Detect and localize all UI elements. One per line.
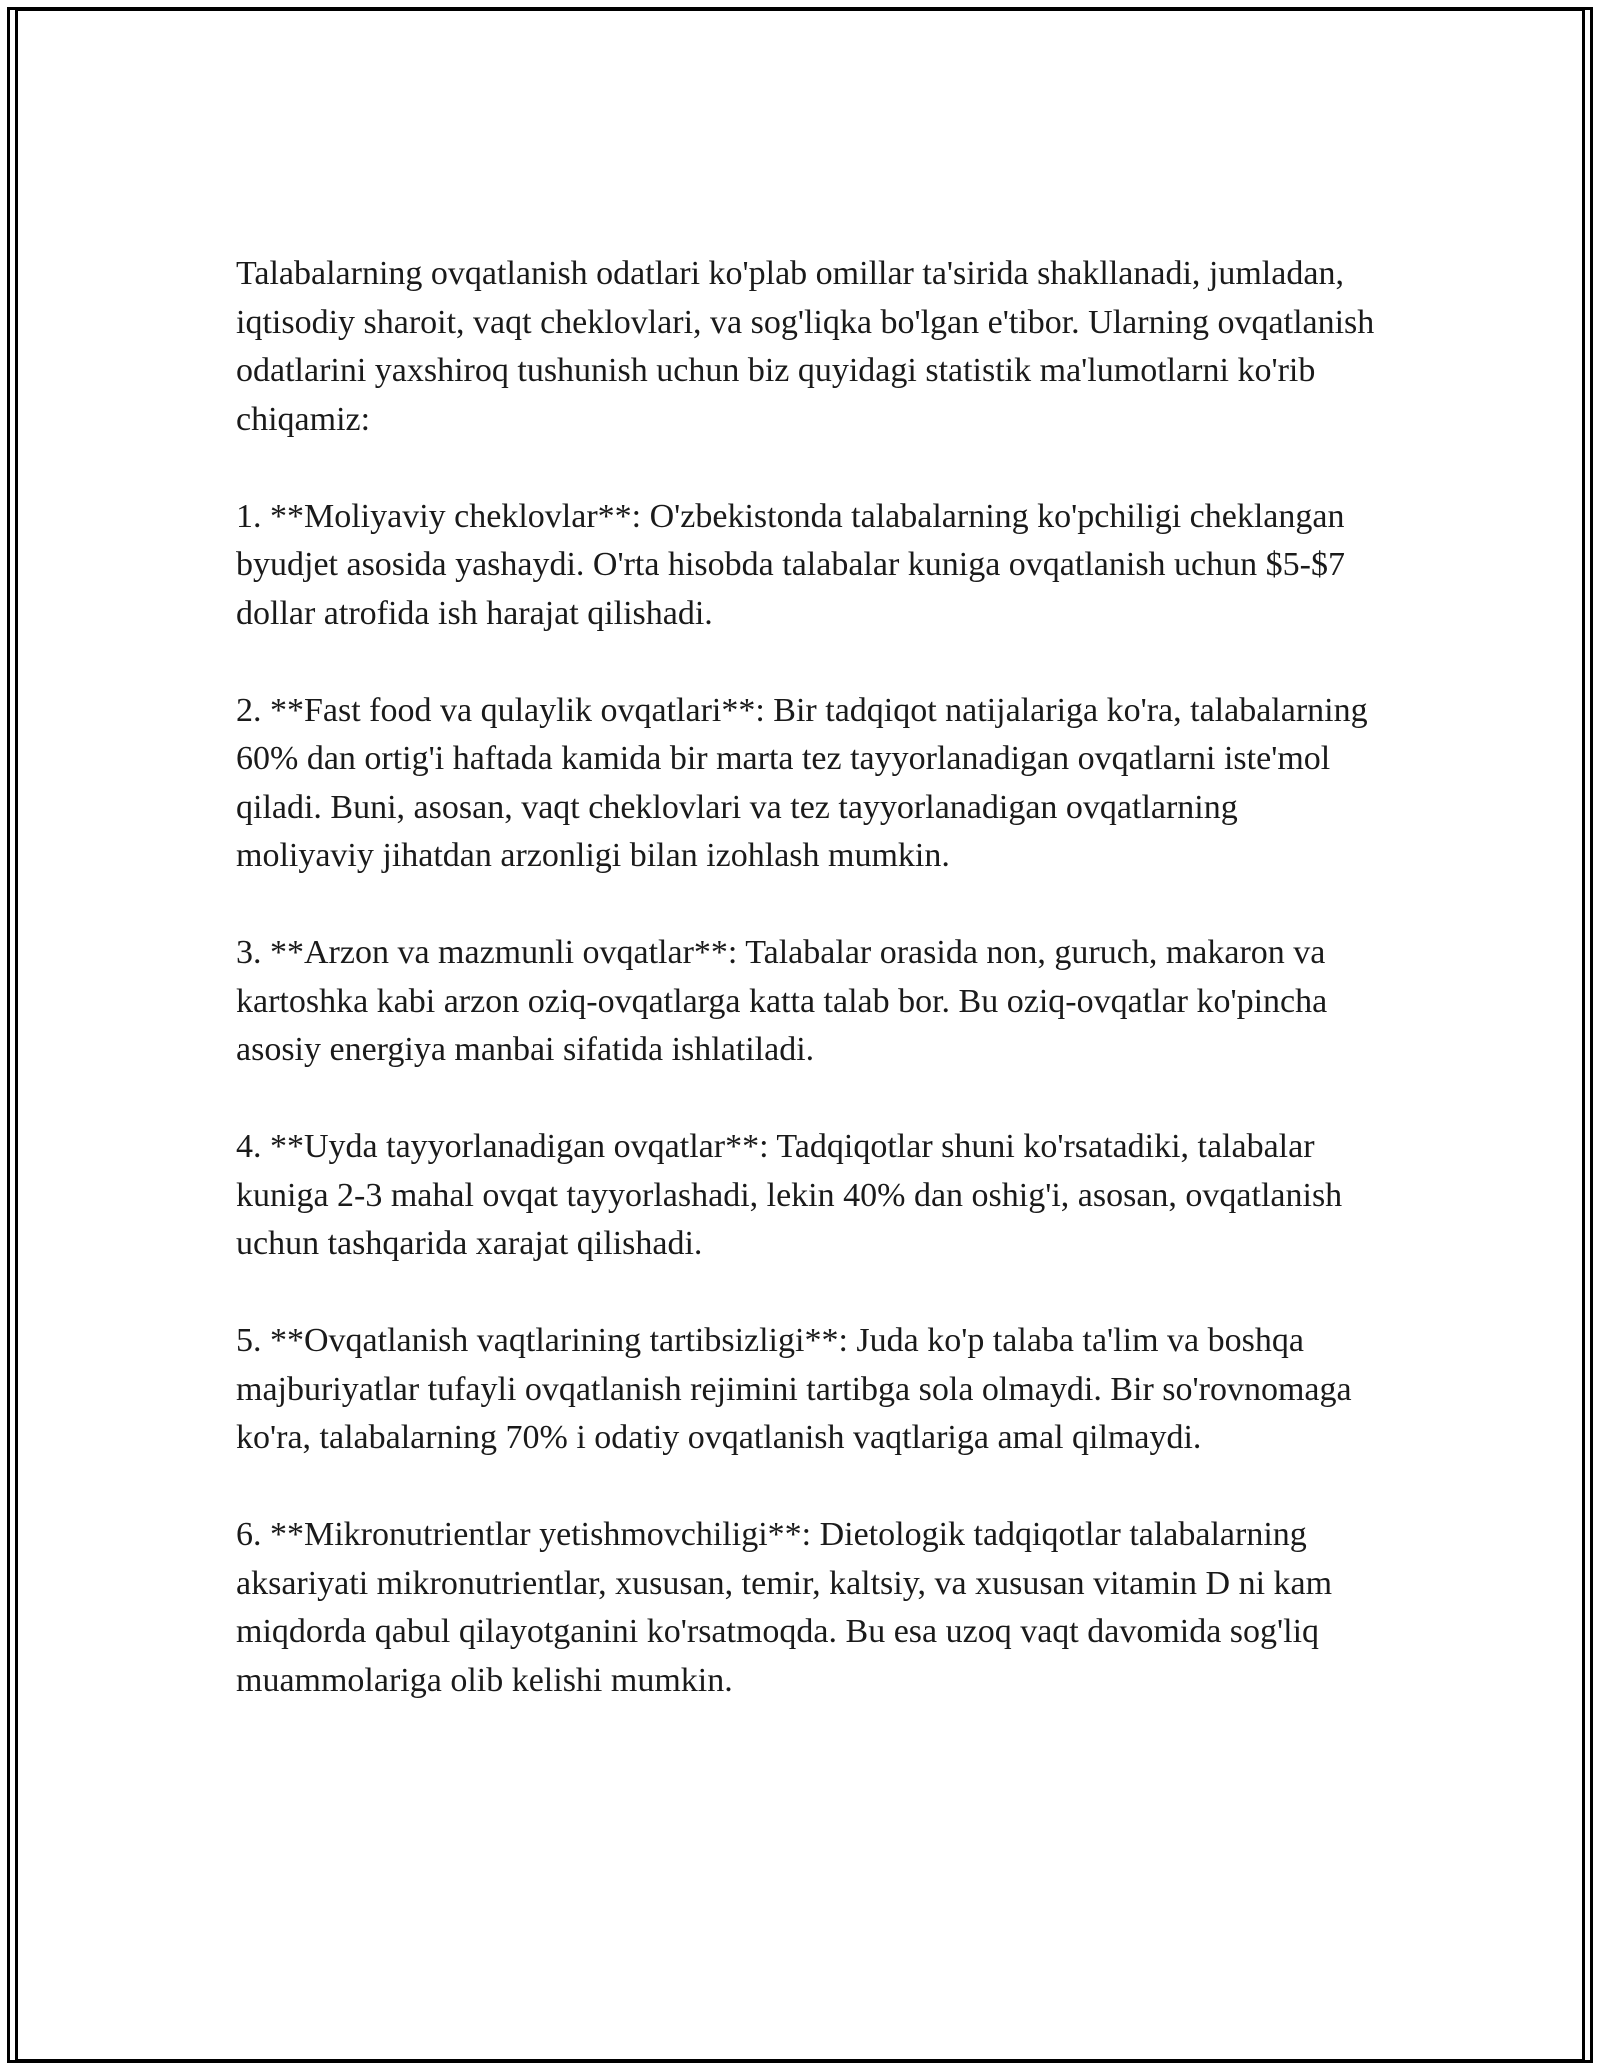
list-item: 4. **Uyda tayyorlanadigan ovqatlar**: Tadqiqotlar shuni ko'rsatadiki, talabalar kuniga 2-3 mahal ovqat tayyorlashadi, lekin 40% dan oshig'i, asosan, ovqatlanish uchun tashqarida xarajat qilishadi. <box>236 1128 1343 1262</box>
document-body <box>236 250 1376 1754</box>
list-item: 1. **Moliyaviy cheklovlar**: O'zbekistonda talabalarning ko'pchiligi cheklangan byudjet asosida yashaydi. O'rta hisobda talabalar kuniga ovqatlanish uchun $5-$7 dollar atrofida ish harajat qilishadi. <box>236 497 1345 632</box>
list-item: 5. **Ovqatlanish vaqtlarining tartibsizligi**: Juda ko'p talaba ta'lim va boshqa majburiyatlar tufayli ovqatlanish rejimini tartibga sola olmaydi. Bir so'rovnomaga ko'ra, talabalarning 70% i odatiy ovqatlanish vaqtlariga amal qilmaydi. <box>236 1322 1352 1456</box>
intro-paragraph: Talabalarning ovqatlanish odatlari ko'plab omillar ta'sirida shakllanadi, jumladan, iqtisodiy sharoit, vaqt cheklovlari, va sog'liqka bo'lgan e'tibor. Ularning ovqatlanish odatlarini yaxshiroq tushunish uchun biz quyidagi statistik ma'lumotlarni ko'rib chiqamiz: <box>236 255 1375 438</box>
list-item: 3. **Arzon va mazmunli ovqatlar**: Talabalar orasida non, guruch, makaron va kartoshka kabi arzon oziq-ovqatlarga katta talab bor. Bu oziq-ovqatlar ko'pincha asosiy energiya manbai sifatida ishlatiladi. <box>236 934 1328 1068</box>
list-item: 2. **Fast food va qulaylik ovqatlari**: Bir tadqiqot natijalariga ko'ra, talabalarning 60% dan ortig'i haftada kamida bir marta tez tayyorlanadigan ovqatlarni iste'mol qiladi. Buni, asosan, vaqt cheklovlari va tez tayyorlanadigan ovqatlarning moliyaviy jihatdan arzonligi bilan izohlash mumkin. <box>236 691 1368 874</box>
list-item: 6. **Mikronutrientlar yetishmovchiligi**: Dietologik tadqiqotlar talabalarning aksariyati mikronutrientlar, xususan, temir, kaltsiy, va xususan vitamin D ni kam miqdorda qabul qilayotganini ko'rsatmoqda. Bu esa uzoq vaqt davomida sog'liq muammolariga olib kelishi mumkin. <box>236 1516 1333 1699</box>
